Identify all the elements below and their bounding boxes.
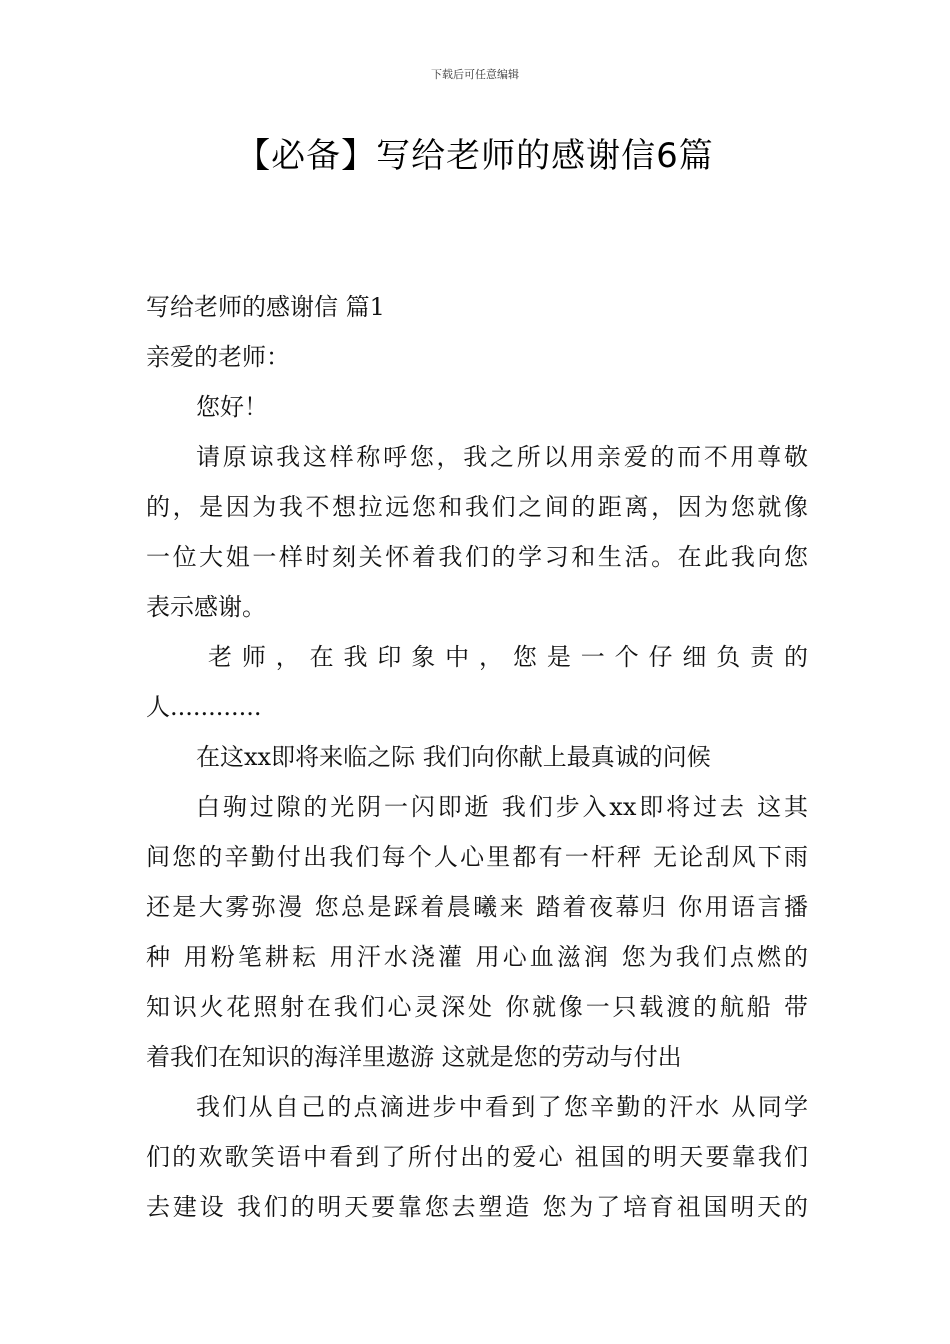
paragraph-line: 表示感谢。 bbox=[146, 593, 266, 621]
letter-body bbox=[146, 282, 808, 1232]
paragraph-line: 知识火花照射在我们心灵深处 你就像一只载渡的航船 带 bbox=[146, 993, 808, 1021]
paragraph-line: 请原谅我这样称呼您，我之所以用亲爱的而不用尊敬 bbox=[196, 443, 808, 471]
header-note: 下载后可任意编辑 bbox=[431, 68, 519, 81]
paragraph-line: 种 用粉笔耕耘 用汗水浇灌 用心血滋润 您为我们点燃的 bbox=[146, 943, 808, 971]
paragraph-line: 我们从自己的点滴进步中看到了您辛勤的汗水 从同学 bbox=[196, 1093, 808, 1121]
greeting: 您好！ bbox=[196, 393, 268, 421]
paragraph-line: 间您的辛勤付出我们每个人心里都有一杆秤 无论刮风下雨 bbox=[146, 843, 808, 871]
paragraph-line: 人............ bbox=[146, 693, 262, 721]
salutation: 亲爱的老师： bbox=[146, 343, 290, 371]
section-heading: 写给老师的感谢信 篇1 bbox=[146, 293, 385, 321]
paragraph-line: 在这xx即将来临之际 我们向你献上最真诚的问候 bbox=[196, 743, 711, 771]
paragraph-line: 着我们在知识的海洋里遨游 这就是您的劳动与付出 bbox=[146, 1043, 682, 1071]
paragraph-line: 一位大姐一样时刻关怀着我们的学习和生活。在此我向您 bbox=[146, 543, 808, 571]
paragraph-line: 还是大雾弥漫 您总是踩着晨曦来 踏着夜幕归 你用语言播 bbox=[146, 893, 808, 921]
paragraph-line: 们的欢歌笑语中看到了所付出的爱心 祖国的明天要靠我们 bbox=[146, 1143, 808, 1171]
document-title: 【必备】写给老师的感谢信6篇 bbox=[236, 136, 714, 176]
paragraph-line: 去建设 我们的明天要靠您去塑造 您为了培育祖国明天的 bbox=[146, 1193, 808, 1221]
paragraph-line: 的，是因为我不想拉远您和我们之间的距离，因为您就像 bbox=[146, 493, 808, 521]
paragraph-line: 老 师 ， 在 我 印 象 中 ， 您 是 一 个 仔 细 负 责 的 bbox=[208, 643, 808, 671]
paragraph-line: 白驹过隙的光阴一闪即逝 我们步入xx即将过去 这其 bbox=[196, 793, 808, 821]
